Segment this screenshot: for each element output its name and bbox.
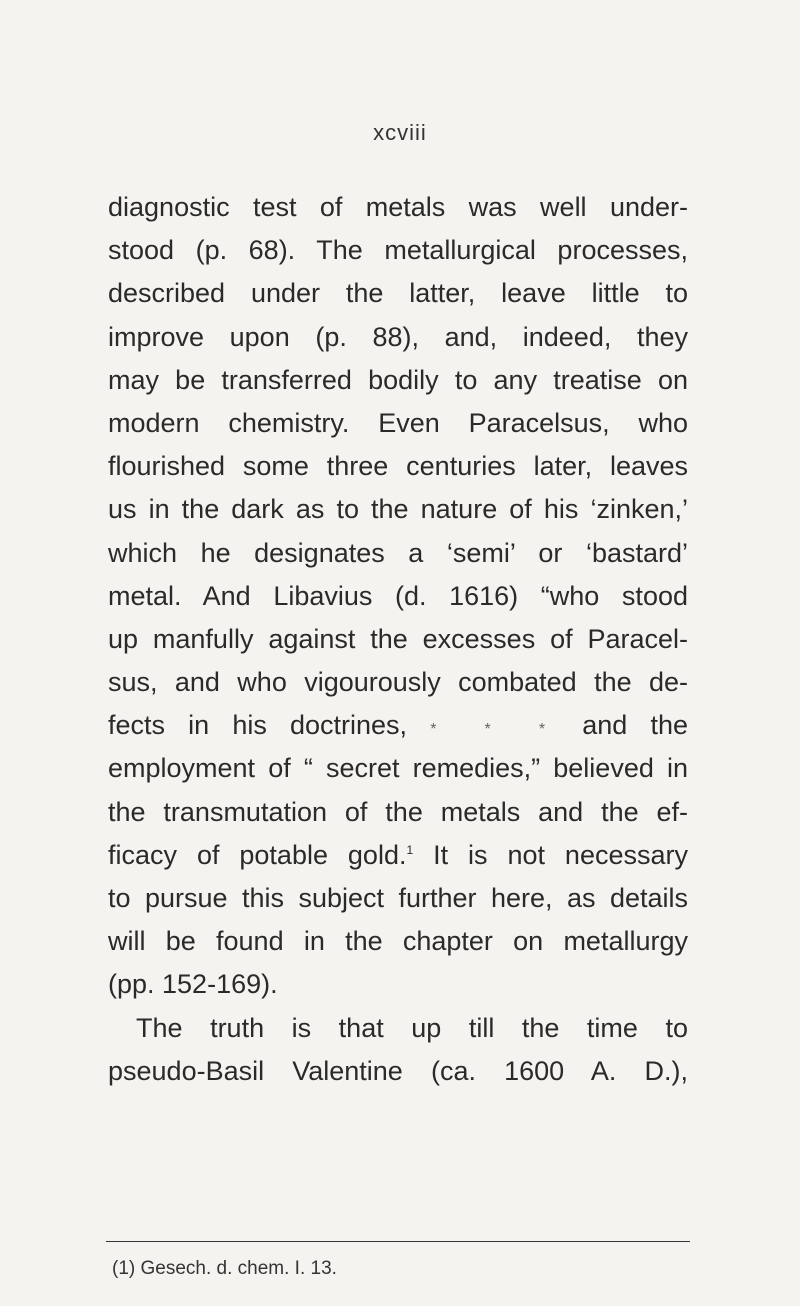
text-line: up manfully against the excesses of Paracel- [108, 623, 688, 654]
line-segment: and the [582, 710, 688, 741]
body-text [108, 186, 688, 1093]
text-line: the transmutation of the metals and the ef- [108, 796, 688, 827]
text-line: modern chemistry. Even Paracelsus, who [108, 407, 688, 438]
text-line: pseudo-Basil Valentine (ca. 1600 A. D.), [108, 1055, 688, 1086]
text-line: which he designates a ‘semi’ or ‘bastard’ [108, 537, 688, 568]
text-line-with-footnote [108, 834, 688, 877]
text-line: employment of “ secret remedies,” believed in [108, 753, 688, 784]
text-line: to pursue this subject further here, as details [108, 883, 688, 913]
text-line-with-asterisks [108, 704, 688, 747]
text-line: metal. And Libavius (d. 1616) “who stood [108, 580, 688, 611]
footnote-divider [106, 1241, 690, 1242]
text-line: stood (p. 68). The metallurgical processes, [108, 235, 688, 266]
text-line: improve upon (p. 88), and, indeed, they [108, 321, 688, 352]
text-line: flourished some three centuries later, leaves [108, 451, 688, 482]
text-line: us in the dark as to the nature of his ‘zinken,’ [108, 494, 688, 525]
line-segment: ficacy of potable gold. [108, 839, 407, 870]
footnote-marker: 1 [406, 842, 414, 857]
text-line: described under the latter, leave little to [108, 278, 688, 309]
text-line: will be found in the chapter on metallurgy [108, 926, 688, 957]
footnote: (1) Gesech. d. chem. I. 13. [112, 1258, 337, 1279]
asterisk-ellipsis: * * * [430, 721, 560, 739]
line-segment: fects in his doctrines, [108, 710, 408, 741]
text-line: The truth is that up till the time to [136, 1012, 688, 1043]
page-number: xcviii [373, 120, 427, 145]
line-segment: It is not necessary [433, 839, 688, 870]
text-line: sus, and who vigourously combated the de- [108, 667, 688, 698]
text-line: may be transferred bodily to any treatise on [108, 364, 688, 395]
text-line: (pp. 152-169). [108, 969, 278, 1000]
text-line: diagnostic test of metals was well under- [108, 192, 688, 222]
